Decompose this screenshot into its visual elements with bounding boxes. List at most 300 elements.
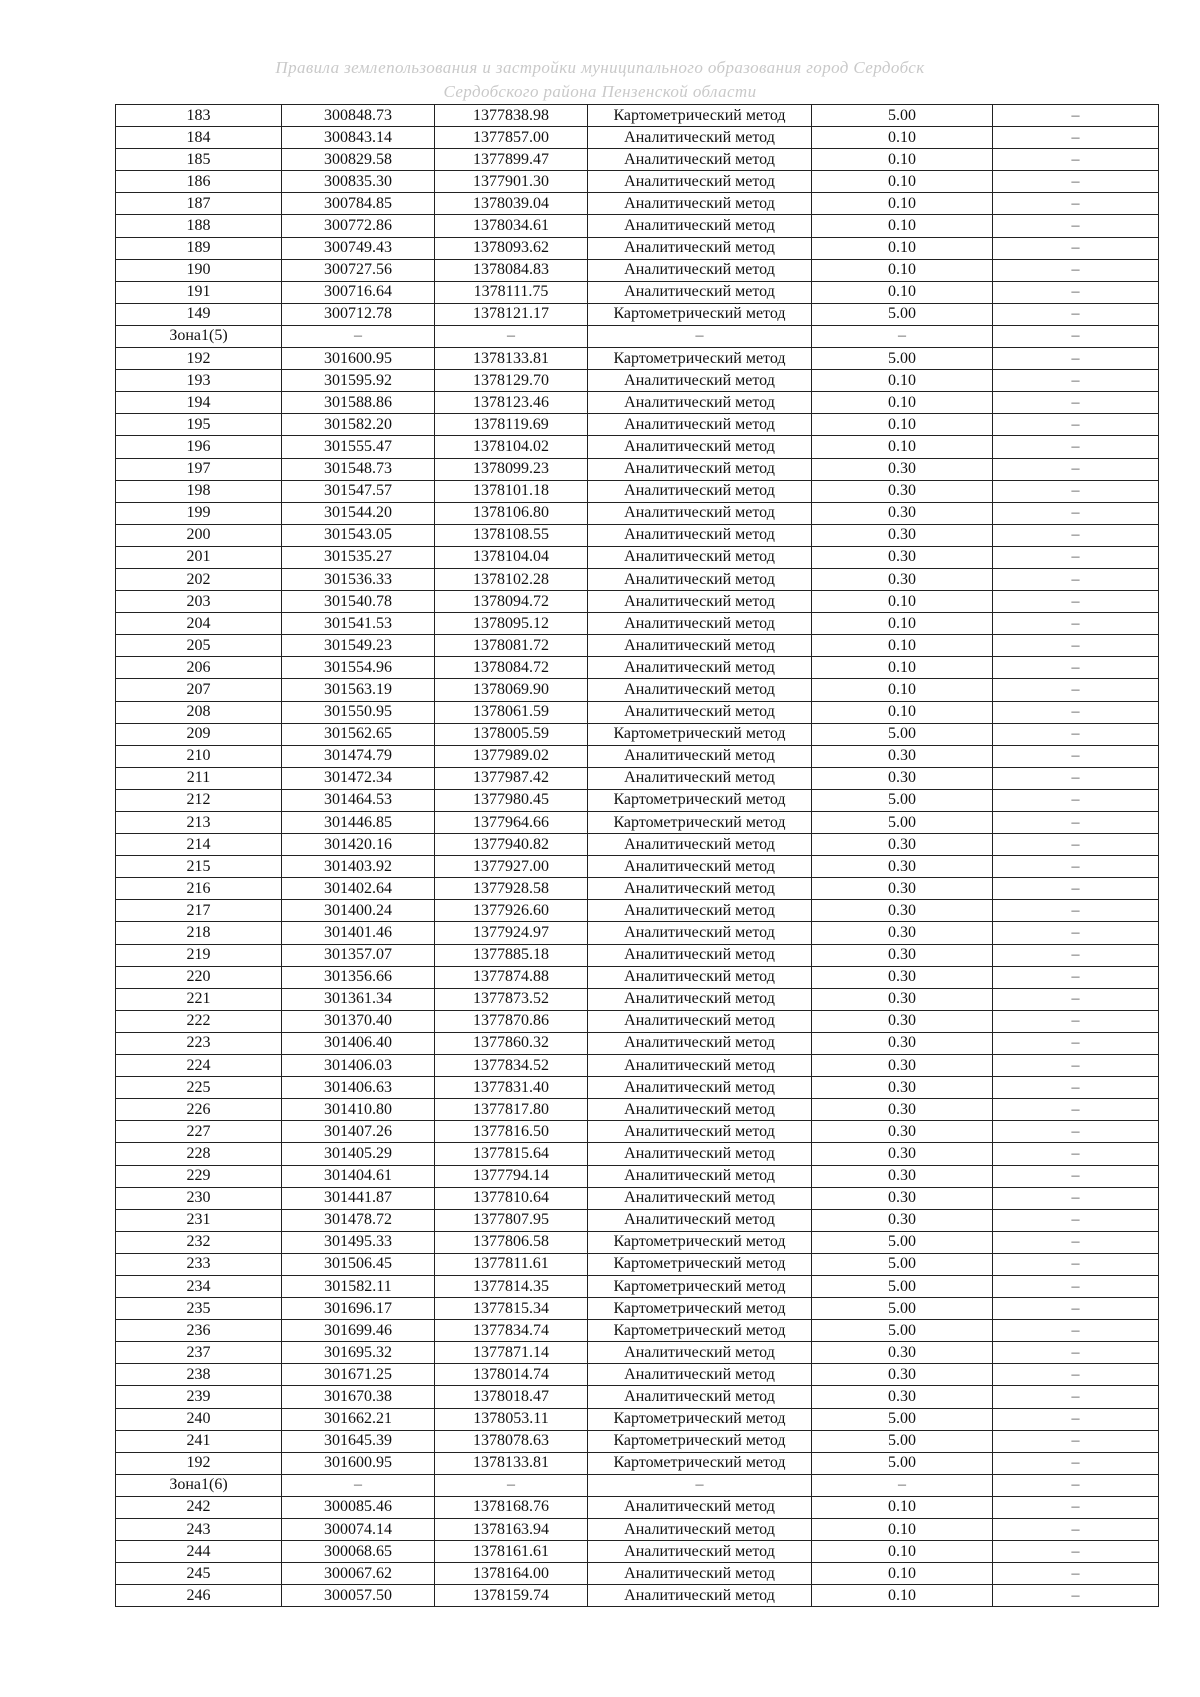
table-row (116, 1032, 1159, 1054)
point-number-cell: 209 (116, 723, 282, 745)
description-cell: – (993, 856, 1159, 878)
point-number-cell: 187 (116, 193, 282, 215)
table-row (116, 1253, 1159, 1275)
method-cell: Аналитический метод (588, 281, 812, 303)
accuracy-cell: 0.10 (812, 1563, 993, 1585)
x-coordinate-cell: 301370.40 (282, 1010, 435, 1032)
x-coordinate-cell: 301405.29 (282, 1143, 435, 1165)
accuracy-cell: 0.30 (812, 458, 993, 480)
method-cell: Картометрический метод (588, 348, 812, 370)
table-row (116, 1452, 1159, 1474)
x-coordinate-cell: 301401.46 (282, 922, 435, 944)
y-coordinate-cell: 1377873.52 (435, 988, 588, 1010)
accuracy-cell: 0.30 (812, 1099, 993, 1121)
y-coordinate-cell: 1377989.02 (435, 745, 588, 767)
accuracy-cell: 5.00 (812, 1408, 993, 1430)
table-row (116, 1209, 1159, 1231)
x-coordinate-cell: 301357.07 (282, 944, 435, 966)
description-cell: – (993, 1452, 1159, 1474)
method-cell: Аналитический метод (588, 613, 812, 635)
method-cell: Аналитический метод (588, 392, 812, 414)
accuracy-cell: 5.00 (812, 1231, 993, 1253)
point-number-cell: 211 (116, 767, 282, 789)
description-cell: – (993, 1055, 1159, 1077)
method-cell: Аналитический метод (588, 1010, 812, 1032)
point-number-cell: 227 (116, 1121, 282, 1143)
description-cell: – (993, 1010, 1159, 1032)
accuracy-cell: 0.30 (812, 878, 993, 900)
y-coordinate-cell: 1377815.64 (435, 1143, 588, 1165)
accuracy-cell: 0.30 (812, 1386, 993, 1408)
point-number-cell: 205 (116, 635, 282, 657)
description-cell: – (993, 878, 1159, 900)
x-coordinate-cell: 300843.14 (282, 127, 435, 149)
accuracy-cell: 0.30 (812, 480, 993, 502)
y-coordinate-cell: 1378133.81 (435, 1452, 588, 1474)
point-number-cell: 200 (116, 524, 282, 546)
table-row (116, 193, 1159, 215)
point-number-cell: 233 (116, 1253, 282, 1275)
y-coordinate-cell: 1377870.86 (435, 1010, 588, 1032)
method-cell: Аналитический метод (588, 237, 812, 259)
description-cell: – (993, 679, 1159, 701)
x-coordinate-cell: 301402.64 (282, 878, 435, 900)
point-number-cell: 192 (116, 1452, 282, 1474)
method-cell: Аналитический метод (588, 1541, 812, 1563)
x-coordinate-cell: 301446.85 (282, 812, 435, 834)
description-cell: – (993, 657, 1159, 679)
x-coordinate-cell: 301506.45 (282, 1253, 435, 1275)
table-row (116, 325, 1159, 347)
description-cell: – (993, 1032, 1159, 1054)
y-coordinate-cell: 1378121.17 (435, 303, 588, 325)
table-row (116, 1143, 1159, 1165)
description-cell: – (993, 193, 1159, 215)
method-cell: Аналитический метод (588, 1386, 812, 1408)
accuracy-cell: – (812, 1474, 993, 1496)
y-coordinate-cell: 1377834.52 (435, 1055, 588, 1077)
point-number-cell: 189 (116, 237, 282, 259)
y-coordinate-cell: – (435, 325, 588, 347)
point-number-cell: 206 (116, 657, 282, 679)
point-number-cell: 183 (116, 105, 282, 127)
table-row (116, 944, 1159, 966)
x-coordinate-cell: 300749.43 (282, 237, 435, 259)
accuracy-cell: 0.30 (812, 922, 993, 944)
point-number-cell: 186 (116, 171, 282, 193)
y-coordinate-cell: 1377899.47 (435, 149, 588, 171)
point-number-cell: 213 (116, 812, 282, 834)
accuracy-cell: 0.10 (812, 215, 993, 237)
x-coordinate-cell: 301495.33 (282, 1231, 435, 1253)
table-row (116, 105, 1159, 127)
description-cell: – (993, 1364, 1159, 1386)
y-coordinate-cell: 1378093.62 (435, 237, 588, 259)
y-coordinate-cell: 1378014.74 (435, 1364, 588, 1386)
description-cell: – (993, 325, 1159, 347)
accuracy-cell: 0.30 (812, 1187, 993, 1209)
point-number-cell: 216 (116, 878, 282, 900)
accuracy-cell: 0.30 (812, 944, 993, 966)
y-coordinate-cell: 1377814.35 (435, 1275, 588, 1297)
description-cell: – (993, 1121, 1159, 1143)
accuracy-cell: 0.30 (812, 1165, 993, 1187)
x-coordinate-cell: 301441.87 (282, 1187, 435, 1209)
x-coordinate-cell: 300784.85 (282, 193, 435, 215)
y-coordinate-cell: 1377817.80 (435, 1099, 588, 1121)
accuracy-cell: 0.10 (812, 1585, 993, 1607)
method-cell: Аналитический метод (588, 1585, 812, 1607)
x-coordinate-cell: 300829.58 (282, 149, 435, 171)
table-row (116, 1496, 1159, 1518)
method-cell: Аналитический метод (588, 1121, 812, 1143)
accuracy-cell: 0.30 (812, 1055, 993, 1077)
description-cell: – (993, 1519, 1159, 1541)
method-cell: Аналитический метод (588, 259, 812, 281)
accuracy-cell: 0.30 (812, 1077, 993, 1099)
accuracy-cell: 0.30 (812, 767, 993, 789)
table-row (116, 1563, 1159, 1585)
table-row (116, 1099, 1159, 1121)
point-number-cell: 195 (116, 414, 282, 436)
x-coordinate-cell: 301420.16 (282, 834, 435, 856)
x-coordinate-cell: 301472.34 (282, 767, 435, 789)
table-row (116, 303, 1159, 325)
y-coordinate-cell: 1377927.00 (435, 856, 588, 878)
y-coordinate-cell: 1378159.74 (435, 1585, 588, 1607)
table-row (116, 458, 1159, 480)
description-cell: – (993, 635, 1159, 657)
description-cell: – (993, 1496, 1159, 1518)
method-cell: Аналитический метод (588, 1143, 812, 1165)
y-coordinate-cell: 1378084.83 (435, 259, 588, 281)
accuracy-cell: 0.10 (812, 127, 993, 149)
x-coordinate-cell: 301543.05 (282, 524, 435, 546)
description-cell: – (993, 767, 1159, 789)
description-cell: – (993, 348, 1159, 370)
y-coordinate-cell: 1377901.30 (435, 171, 588, 193)
accuracy-cell: 5.00 (812, 1253, 993, 1275)
page-header (0, 56, 1200, 104)
y-coordinate-cell: 1378163.94 (435, 1519, 588, 1541)
y-coordinate-cell: 1377940.82 (435, 834, 588, 856)
x-coordinate-cell: 301404.61 (282, 1165, 435, 1187)
method-cell: Аналитический метод (588, 922, 812, 944)
point-number-cell: 198 (116, 480, 282, 502)
header-line-1: Правила землепользования и застройки муниципального образования город Сердобск (275, 58, 925, 77)
y-coordinate-cell: 1378018.47 (435, 1386, 588, 1408)
table-row (116, 281, 1159, 303)
x-coordinate-cell: 301582.20 (282, 414, 435, 436)
description-cell: – (993, 944, 1159, 966)
method-cell: Аналитический метод (588, 900, 812, 922)
y-coordinate-cell: 1377834.74 (435, 1320, 588, 1342)
accuracy-cell: 0.30 (812, 1032, 993, 1054)
x-coordinate-cell: 301547.57 (282, 480, 435, 502)
description-cell: – (993, 922, 1159, 944)
x-coordinate-cell: 301548.73 (282, 458, 435, 480)
y-coordinate-cell: 1377815.34 (435, 1298, 588, 1320)
y-coordinate-cell: 1378129.70 (435, 370, 588, 392)
point-number-cell: 218 (116, 922, 282, 944)
accuracy-cell: 0.10 (812, 635, 993, 657)
point-number-cell: 219 (116, 944, 282, 966)
coordinates-table (115, 104, 1159, 1607)
table-row (116, 988, 1159, 1010)
table-row (116, 1364, 1159, 1386)
point-number-cell: 199 (116, 502, 282, 524)
x-coordinate-cell: 301541.53 (282, 613, 435, 635)
y-coordinate-cell: 1377860.32 (435, 1032, 588, 1054)
y-coordinate-cell: 1378099.23 (435, 458, 588, 480)
x-coordinate-cell: 301406.03 (282, 1055, 435, 1077)
accuracy-cell: 5.00 (812, 1320, 993, 1342)
accuracy-cell: 5.00 (812, 1298, 993, 1320)
x-coordinate-cell: 300727.56 (282, 259, 435, 281)
point-number-cell: 214 (116, 834, 282, 856)
x-coordinate-cell: 301406.63 (282, 1077, 435, 1099)
table-row (116, 414, 1159, 436)
description-cell: – (993, 1231, 1159, 1253)
method-cell: Аналитический метод (588, 1342, 812, 1364)
point-number-cell: 229 (116, 1165, 282, 1187)
point-number-cell: 201 (116, 546, 282, 568)
point-number-cell: 243 (116, 1519, 282, 1541)
x-coordinate-cell: 301671.25 (282, 1364, 435, 1386)
point-number-cell: 215 (116, 856, 282, 878)
coordinates-table-body (116, 105, 1159, 1607)
accuracy-cell: 0.10 (812, 370, 993, 392)
accuracy-cell: 0.10 (812, 679, 993, 701)
y-coordinate-cell: 1378133.81 (435, 348, 588, 370)
method-cell: Аналитический метод (588, 701, 812, 723)
method-cell: Аналитический метод (588, 436, 812, 458)
point-number-cell: 235 (116, 1298, 282, 1320)
x-coordinate-cell: 300848.73 (282, 105, 435, 127)
x-coordinate-cell: 300057.50 (282, 1585, 435, 1607)
table-row (116, 1187, 1159, 1209)
table-row (116, 701, 1159, 723)
accuracy-cell: 0.10 (812, 657, 993, 679)
y-coordinate-cell: 1378108.55 (435, 524, 588, 546)
table-row (116, 348, 1159, 370)
point-number-cell: 204 (116, 613, 282, 635)
y-coordinate-cell: 1378119.69 (435, 414, 588, 436)
method-cell: Аналитический метод (588, 834, 812, 856)
description-cell: – (993, 1143, 1159, 1165)
y-coordinate-cell: 1377807.95 (435, 1209, 588, 1231)
point-number-cell: 202 (116, 568, 282, 590)
method-cell: Аналитический метод (588, 856, 812, 878)
table-row (116, 568, 1159, 590)
y-coordinate-cell: 1378005.59 (435, 723, 588, 745)
point-number-cell: 225 (116, 1077, 282, 1099)
table-row (116, 1231, 1159, 1253)
method-cell: Картометрический метод (588, 105, 812, 127)
description-cell: – (993, 524, 1159, 546)
table-row (116, 1298, 1159, 1320)
description-cell: – (993, 1563, 1159, 1585)
point-number-cell: 210 (116, 745, 282, 767)
table-row (116, 1165, 1159, 1187)
accuracy-cell: 5.00 (812, 348, 993, 370)
point-number-cell: 220 (116, 966, 282, 988)
method-cell: Картометрический метод (588, 1320, 812, 1342)
point-number-cell: 194 (116, 392, 282, 414)
y-coordinate-cell: 1378123.46 (435, 392, 588, 414)
x-coordinate-cell: 301562.65 (282, 723, 435, 745)
table-row (116, 878, 1159, 900)
y-coordinate-cell: 1378095.12 (435, 613, 588, 635)
x-coordinate-cell: 301563.19 (282, 679, 435, 701)
y-coordinate-cell: 1378039.04 (435, 193, 588, 215)
point-number-cell: 149 (116, 303, 282, 325)
x-coordinate-cell: 300085.46 (282, 1496, 435, 1518)
method-cell: Картометрический метод (588, 303, 812, 325)
method-cell: Аналитический метод (588, 171, 812, 193)
table-row (116, 789, 1159, 811)
accuracy-cell: 0.10 (812, 259, 993, 281)
x-coordinate-cell: 301695.32 (282, 1342, 435, 1364)
method-cell: Аналитический метод (588, 1496, 812, 1518)
point-number-cell: 188 (116, 215, 282, 237)
accuracy-cell: 0.10 (812, 1541, 993, 1563)
description-cell: – (993, 303, 1159, 325)
method-cell: Аналитический метод (588, 370, 812, 392)
description-cell: – (993, 834, 1159, 856)
method-cell: Аналитический метод (588, 745, 812, 767)
table-row (116, 1474, 1159, 1496)
description-cell: – (993, 591, 1159, 613)
point-number-cell: 190 (116, 259, 282, 281)
x-coordinate-cell: 300712.78 (282, 303, 435, 325)
description-cell: – (993, 237, 1159, 259)
x-coordinate-cell: 300772.86 (282, 215, 435, 237)
x-coordinate-cell: 301582.11 (282, 1275, 435, 1297)
accuracy-cell: 0.30 (812, 1143, 993, 1165)
accuracy-cell: 5.00 (812, 1430, 993, 1452)
description-cell: – (993, 171, 1159, 193)
accuracy-cell: 0.10 (812, 613, 993, 635)
method-cell: Аналитический метод (588, 1055, 812, 1077)
description-cell: – (993, 1298, 1159, 1320)
method-cell: Аналитический метод (588, 591, 812, 613)
table-row (116, 856, 1159, 878)
y-coordinate-cell: 1378161.61 (435, 1541, 588, 1563)
description-cell: – (993, 1209, 1159, 1231)
point-number-cell: 212 (116, 789, 282, 811)
x-coordinate-cell: 301554.96 (282, 657, 435, 679)
method-cell: Аналитический метод (588, 546, 812, 568)
method-cell: Аналитический метод (588, 878, 812, 900)
method-cell: Картометрический метод (588, 1275, 812, 1297)
accuracy-cell: 5.00 (812, 303, 993, 325)
accuracy-cell: 0.10 (812, 414, 993, 436)
accuracy-cell: 5.00 (812, 789, 993, 811)
x-coordinate-cell: 301595.92 (282, 370, 435, 392)
description-cell: – (993, 259, 1159, 281)
table-row (116, 679, 1159, 701)
point-number-cell: 223 (116, 1032, 282, 1054)
y-coordinate-cell: 1377857.00 (435, 127, 588, 149)
description-cell: – (993, 812, 1159, 834)
accuracy-cell: 0.30 (812, 900, 993, 922)
x-coordinate-cell: 300716.64 (282, 281, 435, 303)
y-coordinate-cell: 1377831.40 (435, 1077, 588, 1099)
accuracy-cell: 5.00 (812, 723, 993, 745)
point-number-cell: Зона1(6) (116, 1474, 282, 1496)
description-cell: – (993, 723, 1159, 745)
point-number-cell: 244 (116, 1541, 282, 1563)
table-row (116, 1275, 1159, 1297)
description-cell: – (993, 1320, 1159, 1342)
table-row (116, 259, 1159, 281)
method-cell: Аналитический метод (588, 568, 812, 590)
method-cell: Аналитический метод (588, 988, 812, 1010)
table-row (116, 149, 1159, 171)
description-cell: – (993, 1408, 1159, 1430)
accuracy-cell: 5.00 (812, 812, 993, 834)
method-cell: Картометрический метод (588, 1408, 812, 1430)
method-cell: Аналитический метод (588, 480, 812, 502)
point-number-cell: 242 (116, 1496, 282, 1518)
x-coordinate-cell: 301699.46 (282, 1320, 435, 1342)
description-cell: – (993, 613, 1159, 635)
accuracy-cell: 5.00 (812, 1452, 993, 1474)
table-row (116, 1055, 1159, 1077)
table-row (116, 613, 1159, 635)
x-coordinate-cell: 301588.86 (282, 392, 435, 414)
method-cell: Аналитический метод (588, 635, 812, 657)
accuracy-cell: 0.30 (812, 1209, 993, 1231)
y-coordinate-cell: 1378069.90 (435, 679, 588, 701)
description-cell: – (993, 1474, 1159, 1496)
description-cell: – (993, 1253, 1159, 1275)
x-coordinate-cell: 301478.72 (282, 1209, 435, 1231)
description-cell: – (993, 966, 1159, 988)
x-coordinate-cell: 301535.27 (282, 546, 435, 568)
table-row (116, 1541, 1159, 1563)
x-coordinate-cell: 300835.30 (282, 171, 435, 193)
x-coordinate-cell: 301536.33 (282, 568, 435, 590)
y-coordinate-cell: 1377926.60 (435, 900, 588, 922)
y-coordinate-cell: 1378081.72 (435, 635, 588, 657)
description-cell: – (993, 105, 1159, 127)
x-coordinate-cell: 301544.20 (282, 502, 435, 524)
accuracy-cell: 0.10 (812, 701, 993, 723)
accuracy-cell: 0.30 (812, 856, 993, 878)
x-coordinate-cell: 300068.65 (282, 1541, 435, 1563)
description-cell: – (993, 458, 1159, 480)
description-cell: – (993, 1077, 1159, 1099)
accuracy-cell: 0.30 (812, 834, 993, 856)
method-cell: Картометрический метод (588, 1253, 812, 1275)
method-cell: – (588, 325, 812, 347)
point-number-cell: 231 (116, 1209, 282, 1231)
y-coordinate-cell: 1377928.58 (435, 878, 588, 900)
accuracy-cell: 0.10 (812, 1496, 993, 1518)
y-coordinate-cell: 1377987.42 (435, 767, 588, 789)
y-coordinate-cell: 1377794.14 (435, 1165, 588, 1187)
y-coordinate-cell: 1378094.72 (435, 591, 588, 613)
description-cell: – (993, 900, 1159, 922)
y-coordinate-cell: 1378101.18 (435, 480, 588, 502)
method-cell: Картометрический метод (588, 789, 812, 811)
accuracy-cell: 0.30 (812, 745, 993, 767)
method-cell: Аналитический метод (588, 127, 812, 149)
y-coordinate-cell: 1377871.14 (435, 1342, 588, 1364)
description-cell: – (993, 502, 1159, 524)
